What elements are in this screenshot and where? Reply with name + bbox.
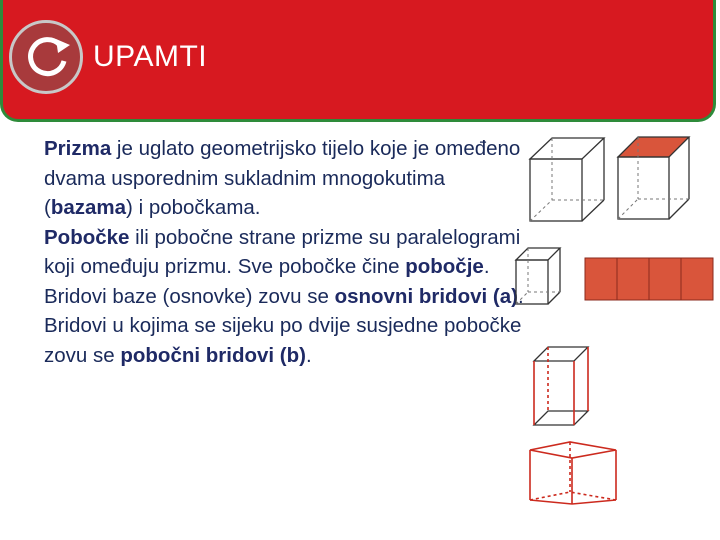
prism-wireframe-figure — [528, 135, 608, 227]
paragraph-lateral-edges: Bridovi u kojima se sijeku po dvije susjedne pobočke zovu se pobočni bridovi (b). — [44, 314, 522, 367]
triangular-prism-figure — [526, 440, 620, 508]
refresh-icon — [9, 20, 83, 94]
paragraph-base-edges: Bridovi baze (osnovke) zovu se osnovni bridovi (a). — [44, 284, 524, 308]
paragraph-prism: Prizma je uglato geometrijsko tijelo koje je omeđeno dvama usporednim sukladnim mnogokutima (bazama) i pobočkama. — [44, 137, 521, 219]
prism-small-figure — [514, 246, 564, 308]
header-banner — [0, 0, 716, 122]
prism-top-base-figure — [616, 135, 692, 227]
prism-lateral-edges-figure — [532, 345, 592, 429]
page-title: UPAMTI — [93, 40, 208, 73]
lateral-surface-net-figure — [584, 256, 716, 302]
paragraph-lateral-faces: Pobočke ili pobočne strane prizme su paralelogrami koji omeđuju prizmu. Sve pobočke čine pobočje. — [44, 225, 521, 278]
definition-text — [44, 134, 524, 370]
